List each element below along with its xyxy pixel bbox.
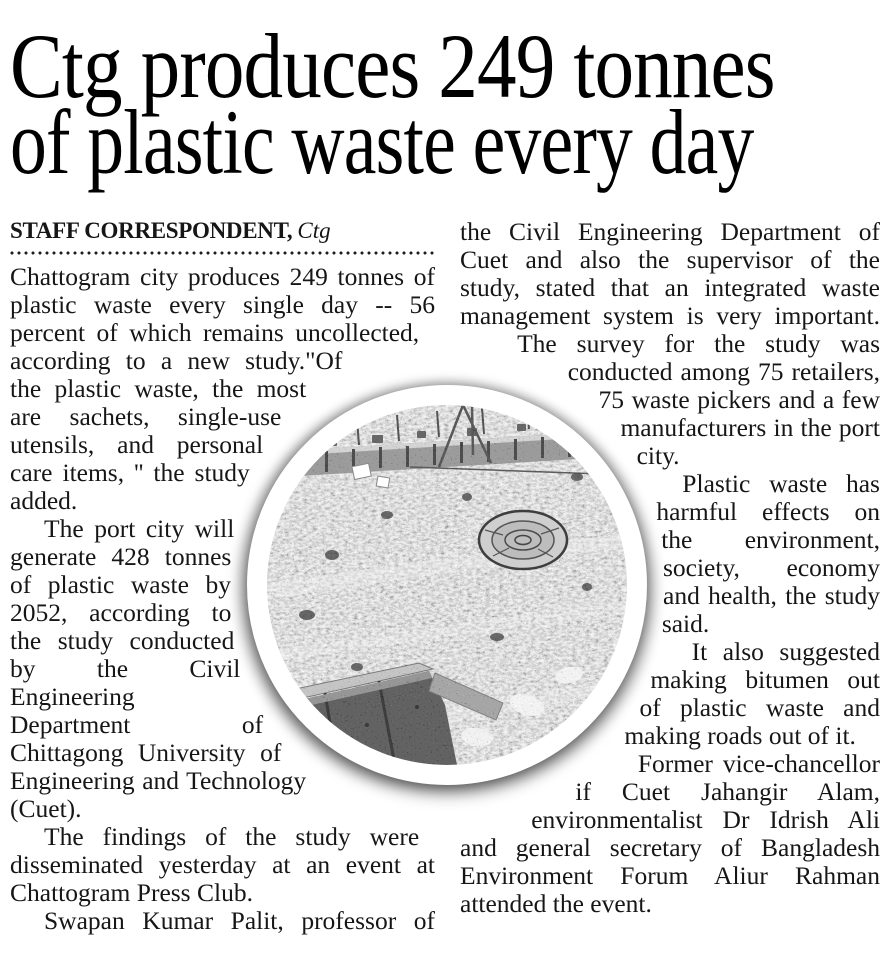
byline-location: Ctg — [297, 218, 331, 243]
byline — [10, 218, 435, 244]
article-paragraph: Plastic waste has harmful effects on the environment, society, economy and health, the study said. — [656, 469, 880, 638]
dotted-divider — [10, 251, 435, 255]
article-paragraph: The findings of the study were disseminated yesterday at an event at Chattogram Press Club. — [10, 822, 435, 907]
article-paragraph: Chattogram city produces 249 tonnes of plastic waste every single day -- 56 percent of which remains uncollected, according to a new study."Of the plastic waste, the most are sachets, single-use utensils, and personal care items, '' the study added. — [10, 262, 435, 515]
byline-author: STAFF CORRESPONDENT, — [10, 218, 293, 243]
article-paragraph: Former vice-chancellor if Cuet Jahangir Alam, environmentalist Dr Idrish Ali and general secretary of Bangladesh Environment Forum Aliur Rahman attended the event. — [460, 749, 880, 918]
plastic-waste-photo — [247, 385, 647, 785]
article-paragraph: Swapan Kumar Palit, professor of — [44, 906, 435, 935]
article-paragraph: the Civil Engineering Department of Cuet and also the supervisor of the study, stated that an integrated waste management system is very important. The survey for the study was conducted among 75 retailers, 75 waste pickers and a few manufacturers in the port city. — [460, 217, 880, 470]
article-paragraph: The port city will generate 428 tonnes of plastic waste by 2052, according to the study conducted by the Civil Engineering Department of Chittagong University of Engineering and Technology (Cuet). — [10, 514, 307, 823]
plastic-waste-photo-graphic — [267, 405, 627, 765]
headline-line-1: Ctg produces 249 tonnes — [10, 15, 775, 117]
headline — [10, 15, 894, 193]
headline-line-2: of plastic waste every day — [10, 91, 754, 193]
article-paragraph: It also suggested making bitumen out of plastic waste and making roads out of it. — [624, 637, 880, 750]
